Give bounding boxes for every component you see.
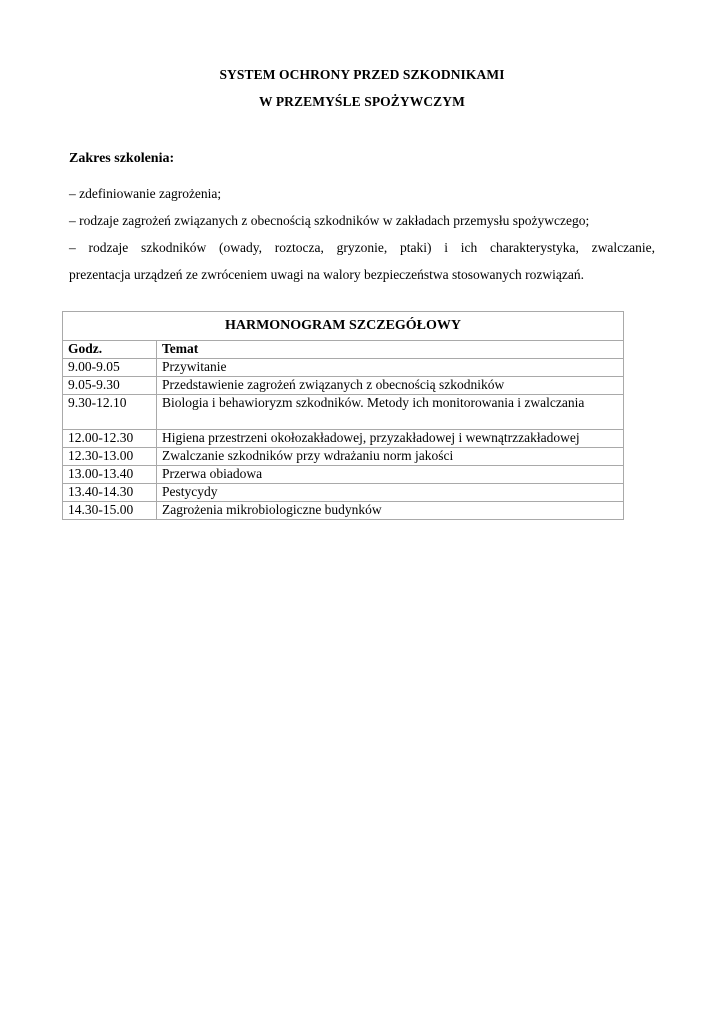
- schedule-table: [62, 311, 624, 520]
- row-time: 13.40-14.30: [63, 484, 157, 502]
- table-row: [63, 395, 624, 430]
- scope-line: – rodzaje szkodników (owady, roztocza, gryzonie, ptaki) i ich charakterystyka, zwalczanie,: [69, 240, 655, 255]
- header-time: Godz.: [63, 341, 157, 359]
- row-time: 9.00-9.05: [63, 359, 157, 377]
- schedule-header-row: [63, 341, 624, 359]
- table-row: [63, 377, 624, 395]
- row-time: 9.30-12.10: [63, 395, 157, 430]
- row-time: 12.30-13.00: [63, 448, 157, 466]
- row-topic: Przywitanie: [157, 359, 624, 377]
- row-topic: Higiena przestrzeni okołozakładowej, przyzakładowej i wewnątrzzakładowej: [157, 430, 624, 448]
- row-time: 14.30-15.00: [63, 502, 157, 520]
- header-topic: Temat: [157, 341, 624, 359]
- table-row: [63, 502, 624, 520]
- table-row: [63, 359, 624, 377]
- row-topic: Pestycydy: [157, 484, 624, 502]
- scope-line: – zdefiniowanie zagrożenia;: [69, 186, 222, 201]
- row-topic: Biologia i behawioryzm szkodników. Metody ich monitorowania i zwalczania: [157, 395, 624, 430]
- schedule-caption-row: [63, 312, 624, 341]
- row-time: 9.05-9.30: [63, 377, 157, 395]
- document-title-line-1: SYSTEM OCHRONY PRZED SZKODNIKAMI: [219, 67, 505, 82]
- scope-line: prezentacja urządzeń ze zwróceniem uwagi na walory bezpieczeństwa stosowanych rozwiązań.: [69, 267, 584, 282]
- row-time: 12.00-12.30: [63, 430, 157, 448]
- row-topic: Przerwa obiadowa: [157, 466, 624, 484]
- scope-line: – rodzaje zagrożeń związanych z obecnością szkodników w zakładach przemysłu spożywczego;: [69, 213, 590, 228]
- scope-heading: Zakres szkolenia:: [69, 151, 175, 166]
- schedule-caption: HARMONOGRAM SZCZEGÓŁOWY: [63, 312, 624, 341]
- row-topic: Przedstawienie zagrożeń związanych z obecnością szkodników: [157, 377, 624, 395]
- row-topic: Zagrożenia mikrobiologiczne budynków: [157, 502, 624, 520]
- table-row: [63, 448, 624, 466]
- table-row: [63, 466, 624, 484]
- row-time: 13.00-13.40: [63, 466, 157, 484]
- table-row: [63, 430, 624, 448]
- document-title-line-2: W PRZEMYŚLE SPOŻYWCZYM: [259, 94, 465, 109]
- table-row: [63, 484, 624, 502]
- row-topic: Zwalczanie szkodników przy wdrażaniu norm jakości: [157, 448, 624, 466]
